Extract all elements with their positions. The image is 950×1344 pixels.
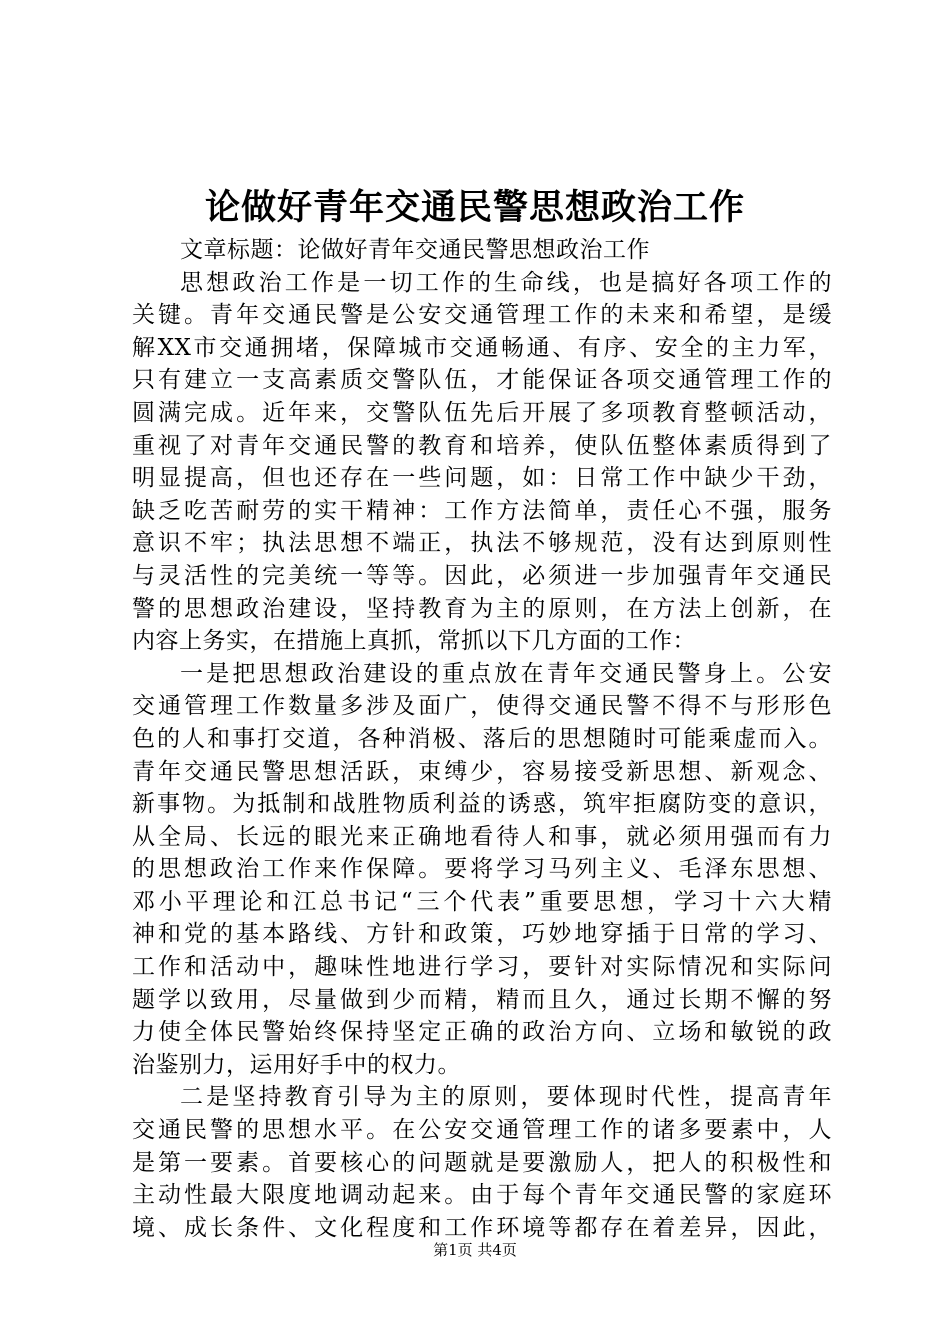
text-line: 意识不牢；执法思想不端正，执法不够规范，没有达到原则性 xyxy=(132,530,832,557)
text-line: 色的人和事打交道，各种消极、落后的思想随时可能乘虚而入。 xyxy=(132,725,832,752)
text-line: 工作和活动中，趣味性地进行学习，要针对实际情况和实际问 xyxy=(132,954,832,981)
text-line: 缺乏吃苦耐劳的实干精神：工作方法简单，责任心不强，服务 xyxy=(132,497,832,524)
text-line: 邓小平理论和江总书记“三个代表”重要思想，学习十六大精 xyxy=(132,888,832,915)
text-line: 与灵活性的完美统一等等。因此，必须进一步加强青年交通民 xyxy=(132,562,832,589)
text-line: 重视了对青年交通民警的教育和培养，使队伍整体素质得到了 xyxy=(132,432,832,459)
text-line: 力使全体民警始终保持坚定正确的政治方向、立场和敏锐的政 xyxy=(132,1019,832,1046)
text-line: 青年交通民警思想活跃，束缚少，容易接受新思想、新观念、 xyxy=(132,758,832,785)
text-line: 交通管理工作数量多涉及面广，使得交通民警不得不与形形色 xyxy=(132,693,832,720)
text-line: 的思想政治工作来作保障。要将学习马列主义、毛泽东思想、 xyxy=(132,856,832,883)
text-line: 圆满完成。近年来，交警队伍先后开展了多项教育整顿活动， xyxy=(132,399,832,426)
text-line: 题学以致用，尽量做到少而精，精而且久，通过长期不懈的努 xyxy=(132,986,832,1013)
text-line: 警的思想政治建设，坚持教育为主的原则，在方法上创新，在 xyxy=(132,595,832,622)
article-body xyxy=(132,234,832,1244)
document-title: 论做好青年交通民警思想政治工作 xyxy=(204,187,745,228)
text-line: 二是坚持教育引导为主的原则，要体现时代性，提高青年 xyxy=(180,1084,832,1111)
text-line: 思想政治工作是一切工作的生命线，也是搞好各项工作的 xyxy=(180,269,832,296)
text-line: 文章标题：论做好青年交通民警思想政治工作 xyxy=(180,237,650,263)
page-footer: 第1页 共4页 xyxy=(433,1241,517,1259)
text-line: 境、成长条件、文化程度和工作环境等都存在着差异，因此， xyxy=(132,1214,832,1241)
text-line: 明显提高，但也还存在一些问题，如：日常工作中缺少干劲， xyxy=(132,465,832,492)
text-line: 治鉴别力，运用好手中的权力。 xyxy=(132,1051,461,1078)
text-line: 内容上务实，在措施上真抓，常抓以下几方面的工作： xyxy=(132,628,696,655)
text-line: 一是把思想政治建设的重点放在青年交通民警身上。公安 xyxy=(180,660,832,687)
text-line: 从全局、长远的眼光来正确地看待人和事，就必须用强而有力 xyxy=(132,823,832,850)
text-line: 只有建立一支高素质交警队伍，才能保证各项交通管理工作的 xyxy=(132,367,832,394)
text-line: 神和党的基本路线、方针和政策，巧妙地穿插于日常的学习、 xyxy=(132,921,832,948)
text-line: 解XX市交通拥堵，保障城市交通畅通、有序、安全的主力军， xyxy=(132,334,832,361)
text-line: 是第一要素。首要核心的问题就是要激励人，把人的积极性和 xyxy=(132,1149,832,1176)
text-line: 交通民警的思想水平。在公安交通管理工作的诸多要素中，人 xyxy=(132,1117,832,1144)
text-line: 关键。青年交通民警是公安交通管理工作的未来和希望，是缓 xyxy=(132,302,832,329)
text-line: 主动性最大限度地调动起来。由于每个青年交通民警的家庭环 xyxy=(132,1182,832,1209)
text-line: 新事物。为抵制和战胜物质利益的诱惑，筑牢拒腐防变的意识， xyxy=(132,791,832,818)
